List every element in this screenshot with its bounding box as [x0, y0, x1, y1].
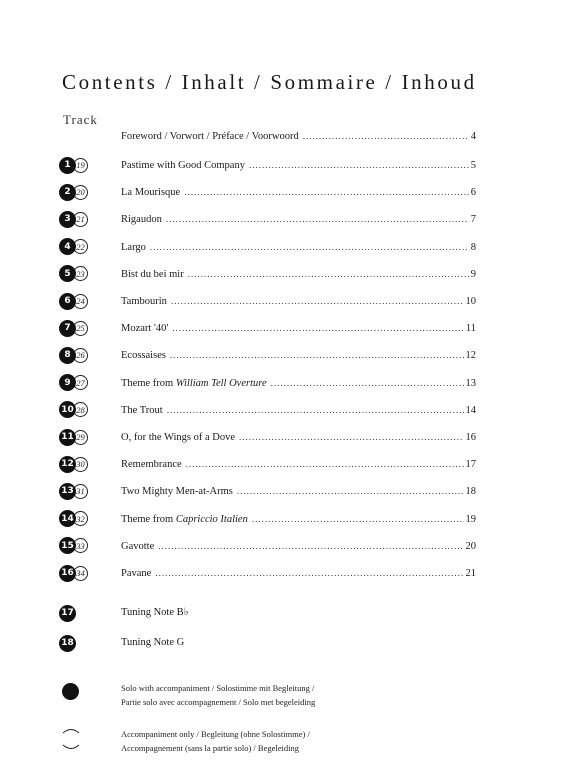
toc-entry[interactable]: [121, 455, 476, 473]
solo-track-number: 10: [59, 401, 76, 418]
entry-title-text: Largo: [121, 241, 146, 253]
solo-track-number: 1: [59, 157, 76, 174]
page-number: 18: [465, 486, 476, 498]
page-number: 19: [465, 513, 476, 525]
accompaniment-track-number: 30: [73, 457, 88, 472]
entry-title: [121, 266, 188, 284]
entry-title: [121, 402, 167, 420]
toc-row[interactable]: [0, 346, 563, 364]
tuning-track-number: 17: [59, 605, 76, 622]
dot-leader: [158, 537, 463, 555]
toc-entry[interactable]: [121, 127, 476, 145]
toc-row[interactable]: [0, 510, 563, 528]
entry-title: [121, 511, 252, 529]
accompaniment-track-number: 19: [73, 158, 88, 173]
page-number: 13: [465, 377, 476, 389]
entry-title-text: Pastime with Good Company: [121, 160, 245, 171]
entry-title-text: Theme from: [121, 377, 176, 389]
entry-title-text: O, for the Wings of a Dove: [121, 432, 235, 443]
accompaniment-track-number: 20: [73, 185, 88, 200]
track-badges: [59, 634, 76, 652]
legend-accompaniment-line2: Accompagnement (sans la partie solo) / Begeleiding: [121, 743, 299, 753]
entry-title: [121, 184, 184, 202]
toc-row[interactable]: [0, 564, 563, 582]
entry-title: [121, 211, 166, 229]
solo-track-number: 13: [59, 483, 76, 500]
dot-leader: [252, 510, 464, 528]
legend-accompaniment-text: [121, 727, 310, 755]
page-number: 9: [470, 268, 476, 280]
toc-entry[interactable]: [121, 319, 476, 337]
legend-solo-line1: Solo with accompaniment / Solostimme mit Begleitung /: [121, 683, 315, 693]
accompaniment-track-number: 23: [73, 266, 88, 281]
dot-leader: [171, 292, 464, 310]
entry-title-text: Tambourin: [121, 296, 167, 307]
solo-with-accompaniment-icon: [62, 683, 79, 700]
page-number: 21: [465, 568, 476, 579]
page-number: 4: [470, 131, 476, 142]
entry-title: [121, 483, 237, 501]
page-number: 6: [470, 187, 476, 199]
toc-row[interactable]: [0, 292, 563, 310]
dot-leader: [303, 127, 469, 145]
page-number: 8: [470, 241, 476, 253]
track-badges: [59, 564, 88, 582]
toc-row[interactable]: [0, 482, 563, 500]
dot-leader: [167, 401, 464, 419]
accompaniment-track-number: 32: [73, 511, 88, 526]
track-badges: [59, 265, 88, 283]
toc-row[interactable]: [0, 537, 563, 555]
accompaniment-track-number: 31: [73, 484, 88, 499]
toc-row[interactable]: [0, 455, 563, 473]
entry-title: [121, 239, 150, 257]
solo-track-number: 6: [59, 293, 76, 310]
dot-leader: [172, 319, 464, 337]
track-badges: [59, 482, 88, 500]
toc-entry[interactable]: [121, 210, 476, 228]
page-number: 17: [465, 459, 476, 471]
track-badges: [59, 346, 88, 364]
track-badges: [59, 428, 88, 446]
toc-entry[interactable]: [121, 183, 476, 201]
legend-solo-text: [121, 681, 315, 709]
page-number: 10: [465, 296, 476, 307]
entry-title-text: Two Mighty Men-at-Arms: [121, 486, 233, 498]
toc-entry[interactable]: [121, 401, 476, 419]
entry-title: [121, 456, 186, 474]
solo-track-number: 7: [59, 320, 76, 337]
tuning-label: Tuning Note G: [121, 637, 185, 648]
track-badges: [59, 455, 88, 473]
toc-entry[interactable]: [121, 482, 476, 500]
solo-track-number: 2: [59, 184, 76, 201]
dot-leader: [150, 238, 469, 256]
dot-leader: [155, 564, 463, 582]
entry-title-text: La Mourisque: [121, 187, 181, 199]
toc-entry[interactable]: [121, 292, 476, 310]
accompaniment-track-number: 34: [73, 566, 88, 581]
entry-title: [121, 157, 249, 175]
accompaniment-track-number: 26: [73, 348, 88, 363]
entry-title-text: Gavotte: [121, 540, 155, 552]
accompaniment-track-number: 28: [73, 402, 88, 417]
dot-leader: [188, 265, 469, 283]
toc-row[interactable]: [0, 319, 563, 337]
entry-title-text: Rigaudon: [121, 214, 162, 226]
tuning-label: Tuning Note B♭: [121, 607, 189, 618]
entry-title: Foreword / Vorwort / Préface / Voorwoord: [121, 131, 299, 142]
entry-title-italic: William Tell Overture: [175, 377, 267, 389]
page-number: 11: [465, 323, 476, 335]
toc-row[interactable]: [0, 374, 563, 392]
track-badges: [59, 238, 88, 256]
entry-title: [121, 375, 271, 393]
solo-track-number: 15: [59, 537, 76, 554]
entry-title: [121, 429, 239, 447]
page-number: 5: [470, 160, 476, 171]
toc-entry[interactable]: [121, 238, 476, 256]
legend-solo-line2: Partie solo avec accompagnement / Solo met begeleiding: [121, 697, 316, 707]
tuning-track-number: 18: [59, 635, 76, 652]
accompaniment-track-number: 33: [73, 538, 88, 553]
accompaniment-track-number: 29: [73, 430, 88, 445]
accompaniment-track-number: 27: [73, 375, 88, 390]
accompaniment-only-icon: [62, 725, 80, 753]
dot-leader: [186, 455, 464, 473]
entry-title-text: Bist du bei mir: [121, 268, 184, 280]
track-badges: [59, 374, 88, 392]
page-number: 20: [465, 540, 476, 552]
accompaniment-track-number: 21: [73, 212, 88, 227]
toc-row[interactable]: [0, 265, 563, 283]
solo-track-number: 16: [59, 565, 76, 582]
solo-track-number: 3: [59, 211, 76, 228]
toc-row[interactable]: [0, 401, 563, 419]
toc-row[interactable]: [0, 183, 563, 201]
entry-title: [121, 538, 158, 556]
dot-leader: [271, 374, 464, 392]
dot-leader: [166, 210, 469, 228]
solo-track-number: 8: [59, 347, 76, 364]
track-badges: [59, 156, 88, 174]
entry-title-text: Pavane: [121, 568, 152, 579]
entry-title: [121, 293, 171, 311]
entry-title-italic: Capriccio Italien: [175, 513, 248, 525]
dot-leader: [249, 156, 469, 174]
track-column-heading: Track: [63, 112, 98, 127]
entry-title: [121, 565, 155, 583]
entry-title-text: Ecossaises: [121, 350, 166, 362]
track-badges: [59, 319, 88, 337]
solo-track-number: 11: [59, 429, 76, 446]
accompaniment-track-number: 22: [73, 239, 88, 254]
toc-entry[interactable]: [121, 428, 476, 446]
accompaniment-track-number: 25: [73, 321, 88, 336]
track-badges: [59, 183, 88, 201]
page-number: 16: [465, 432, 476, 443]
solo-track-number: 5: [59, 265, 76, 282]
toc-entry[interactable]: [121, 156, 476, 174]
solo-track-number: 12: [59, 456, 76, 473]
legend-accompaniment-line1: Accompaniment only / Begleitung (ohne Solostimme) /: [121, 729, 310, 739]
toc-row[interactable]: [0, 210, 563, 228]
page-number: 7: [470, 214, 476, 226]
page-title: Contents / Inhalt / Sommaire / Inhoud: [62, 70, 477, 94]
toc-entry[interactable]: [121, 346, 476, 364]
entry-title-text: Remembrance: [121, 459, 182, 471]
track-badges: [59, 510, 88, 528]
entry-title-text: Theme from: [121, 513, 176, 525]
dot-leader: [184, 183, 469, 201]
foreword-row[interactable]: [0, 127, 563, 145]
tuning-row[interactable]: [0, 634, 563, 652]
solo-track-number: 9: [59, 374, 76, 391]
track-badges: [59, 537, 88, 555]
page-number: 14: [465, 404, 476, 416]
entry-title-text: The Trout: [121, 404, 163, 416]
solo-track-number: 14: [59, 510, 76, 527]
toc-row[interactable]: [0, 238, 563, 256]
tuning-row[interactable]: [0, 604, 563, 622]
accompaniment-track-number: 24: [73, 294, 88, 309]
entry-title-text: Mozart '40': [121, 323, 169, 335]
toc-entry[interactable]: [121, 374, 476, 392]
toc-row[interactable]: [0, 428, 563, 446]
track-badges: [59, 604, 76, 622]
entry-title: [121, 347, 170, 365]
track-badges: [59, 401, 88, 419]
toc-row[interactable]: [0, 156, 563, 174]
dot-leader: [170, 346, 464, 364]
toc-entry[interactable]: [121, 265, 476, 283]
toc-entry[interactable]: [121, 537, 476, 555]
track-badges: [59, 292, 88, 310]
toc-entry[interactable]: [121, 564, 476, 582]
entry-title: [121, 320, 172, 338]
page-number: 12: [465, 350, 476, 362]
dot-leader: [237, 482, 464, 500]
track-badges: [59, 210, 88, 228]
solo-track-number: 4: [59, 238, 76, 255]
toc-entry[interactable]: [121, 510, 476, 528]
dot-leader: [239, 428, 464, 446]
